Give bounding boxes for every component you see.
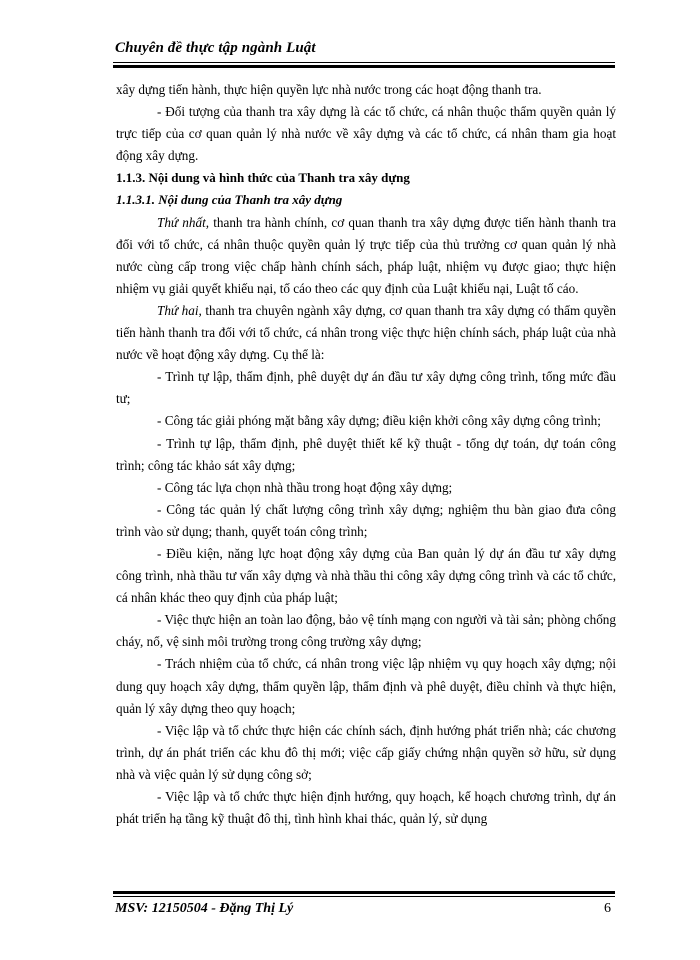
- paragraph-subjects: - Đối tượng của thanh tra xây dựng là các tổ chức, cá nhân thuộc thẩm quyền quản lý trực tiếp của cơ quan quản lý nhà nước về xây dựng và các tổ chức, cá nhân tham gia hoạt động xây dựng.: [116, 104, 616, 164]
- list-item: - Công tác lựa chọn nhà thầu trong hoạt động xây dựng;: [157, 479, 453, 495]
- list-item: - Việc lập và tổ chức thực hiện các chính sách, định hướng phát triển nhà; các chương trình, dự án phát triển các khu đô thị mới; việc cấp giấy chứng nhận quyền sở hữu, sử dụng nhà và việc quản lý sử dụng công sở;: [116, 722, 616, 782]
- footer-rule-thick: [113, 891, 615, 894]
- page-header: [113, 38, 615, 68]
- list-item: - Trách nhiệm của tổ chức, cá nhân trong việc lập nhiệm vụ quy hoạch xây dựng; nội dung quy hoạch xây dựng, thẩm quyền lập, thẩm định và phê duyệt, điều chỉnh và thực hiện, quản lý xây dựng theo quy hoạch;: [116, 656, 616, 716]
- list-item: - Công tác giải phóng mặt bằng xây dựng; điều kiện khởi công xây dựng công trình;: [157, 413, 601, 429]
- list-item: - Trình tự lập, thẩm định, phê duyệt thiết kế kỹ thuật - tổng dự toán, dự toán công trình; công tác khảo sát xây dựng;: [116, 435, 616, 473]
- footer-rule-thin: [113, 896, 615, 897]
- header-title: Chuyên đề thực tập ngành Luật: [115, 40, 316, 56]
- list-item: - Việc lập và tổ chức thực hiện định hướng, quy hoạch, kế hoạch chương trình, dự án phát triển hạ tầng kỹ thuật đô thị, tình hình khai thác, quản lý, sử dụng: [116, 789, 616, 827]
- header-rule-thin: [113, 62, 615, 63]
- lead-second: Thứ hai,: [157, 302, 202, 318]
- page-number: 6: [604, 901, 611, 916]
- paragraph-continued: xây dựng tiến hành, thực hiện quyền lực nhà nước trong các hoạt động thanh tra.: [116, 82, 542, 97]
- paragraph-first-text: thanh tra hành chính, cơ quan thanh tra xây dựng được tiến hành thanh tra đối với tổ chức, cá nhân thuộc quyền quản lý trực tiếp của thủ trưởng cơ quan quản lý nhà nước cùng cấp trong việc chấp hành chính sách, pháp luật, nhiệm vụ được giao; thực hiện nhiệm vụ giải quyết khiếu nại, tố cáo theo các quy định của Luật khiếu nại, Luật tố cáo.: [116, 214, 616, 296]
- lead-first: Thứ nhất,: [157, 214, 210, 230]
- list-item: - Việc thực hiện an toàn lao động, bảo vệ tính mạng con người và tài sản; phòng chống cháy, nổ, vệ sinh môi trường trong công trường xây dựng;: [116, 612, 616, 650]
- page-footer: [113, 891, 615, 931]
- footer-author: MSV: 12150504 - Đặng Thị Lý: [115, 901, 294, 916]
- list-item: - Trình tự lập, thẩm định, phê duyệt dự án đầu tư xây dựng công trình, tổng mức đầu tư;: [116, 369, 616, 407]
- list-item: - Điều kiện, năng lực hoạt động xây dựng của Ban quản lý dự án đầu tư xây dựng công trình, nhà thầu tư vấn xây dựng và nhà thầu thi công xây dựng công trình và các tổ chức, cá nhân khác theo quy định của pháp luật;: [116, 545, 616, 606]
- paragraph-second-text: thanh tra chuyên ngành xây dựng, cơ quan thanh tra xây dựng có thẩm quyền tiến hành thanh tra đối với tổ chức, cá nhân trong việc thực hiện chính sách, pháp luật của nhà nước về hoạt động xây dựng. Cụ thể là:: [116, 302, 616, 363]
- subsection-heading: 1.1.3.1. Nội dung của Thanh tra xây dựng: [116, 192, 343, 208]
- paragraph-second: [116, 300, 616, 366]
- section-heading: 1.1.3. Nội dung và hình thức của Thanh tra xây dựng: [116, 170, 410, 186]
- list-item: - Công tác quản lý chất lượng công trình xây dựng; nghiệm thu bàn giao đưa công trình vào sử dụng; thanh, quyết toán công trình;: [116, 501, 616, 539]
- document-body: [116, 79, 616, 830]
- header-rule-thick: [113, 65, 615, 68]
- paragraph-first: [116, 212, 616, 300]
